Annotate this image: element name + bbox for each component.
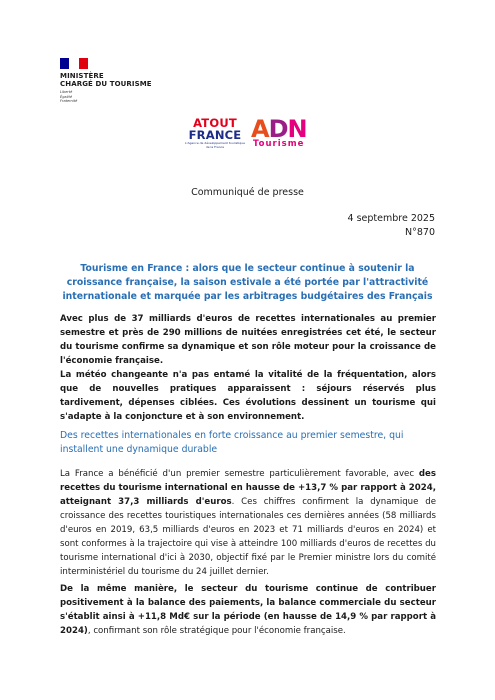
paragraph-weather: La météo changeante n'a pas entamé la vitalité de la fréquentation, alors que de nouvelles pratiques apparaissent : séjours réservés plus tardivement, dépenses ciblées. Ces évolutions dessinent un tourisme qui s'adapte à la conjoncture et à son environnement. xyxy=(60,370,436,422)
paragraph-balance: De la même manière, le secteur du tourisme continue de contribuer positivement à la balance des paiements, la balance commerciale du secteur s'établit ainsi à +11,8 Md€ sur la période (en hausse de 14,9 % par rapport à 2024), confirmant son rôle stratégique pour l'économie française. xyxy=(60,584,436,636)
ministry-line-2: CHARGÉ DU TOURISME xyxy=(60,80,152,88)
headline: Tourisme en France : alors que le secteur continue à soutenir la croissance française, la saison estivale a été portée par l'attractivité internationale et marquée par les arbitrages budgétaires des Français xyxy=(62,263,433,302)
ministry-logo xyxy=(60,58,190,104)
paragraph-revenue: La France a bénéficié d'un premier semestre particulièrement favorable, avec des recettes du tourisme international en hausse de +13,7 % par rapport à 2024, atteignant 37,3 milliards d'euros. Ces chiffres confirment la dynamique de croissance des recettes touristiques internationales ces dernières années (58 milliards d'euros en 2019, 63,5 milliards d'euros en 2023 et 71 milliards d'euros en 2024) et sont conformes à la trajectoire qui vise à atteindre 100 milliards d'euros de recettes du tourisme international d'ici à 2030, objectif fixé par le Premier ministre lors du comité interministériel du tourisme du 24 juillet dernier. xyxy=(60,469,436,577)
adn-tourisme-logo: ADN Tourisme xyxy=(251,115,307,149)
republic-motto: Liberté Égalité Fraternité xyxy=(60,90,78,103)
section-heading: Des recettes internationales en forte croissance au premier semestre, qui installent une dynamique durable xyxy=(60,430,404,455)
ministry-line-1: MINISTÈRE xyxy=(60,72,104,80)
atout-france-logo: ATOUT FRANCE L'Agence de développement touristique de la France xyxy=(184,116,246,149)
release-number: N°870 xyxy=(405,227,435,238)
marianne-flag-icon xyxy=(60,58,88,69)
document-type: Communiqué de presse xyxy=(191,187,304,198)
release-date: 4 septembre 2025 xyxy=(347,213,435,224)
paragraph-intro: Avec plus de 37 milliards d'euros de recettes internationales au premier semestre et près de 290 millions de nuitées enregistrées cet été, le secteur du tourisme confirme sa dynamique et son rôle moteur pour la croissance de l'économie française. xyxy=(60,314,436,366)
